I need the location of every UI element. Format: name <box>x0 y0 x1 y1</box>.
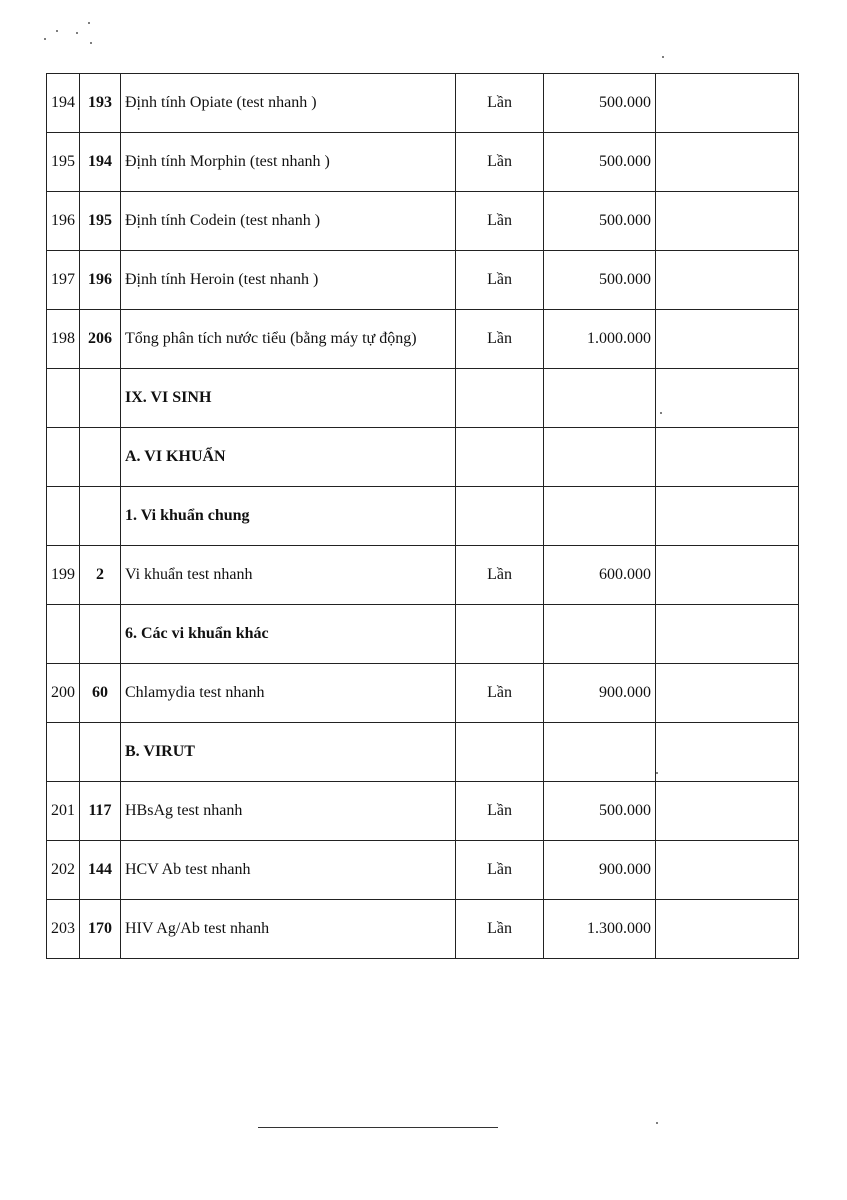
row-stt: 201 <box>47 782 80 841</box>
row-name: HIV Ag/Ab test nhanh <box>121 900 456 959</box>
row-note <box>656 251 799 310</box>
row-note <box>656 192 799 251</box>
table-row <box>47 192 799 251</box>
price-table-body <box>47 74 799 959</box>
row-unit: Lần <box>456 133 544 192</box>
row-name: B. VIRUT <box>121 723 456 782</box>
row-name: Vi khuẩn test nhanh <box>121 546 456 605</box>
row-name: HBsAg test nhanh <box>121 782 456 841</box>
row-name: Định tính Morphin (test nhanh ) <box>121 133 456 192</box>
row-price: 900.000 <box>544 841 656 900</box>
table-row <box>47 841 799 900</box>
row-stt <box>47 369 80 428</box>
row-stt <box>47 605 80 664</box>
row-note <box>656 605 799 664</box>
row-name: Định tính Codein (test nhanh ) <box>121 192 456 251</box>
row-name: Định tính Heroin (test nhanh ) <box>121 251 456 310</box>
table-row <box>47 251 799 310</box>
section-row <box>47 369 799 428</box>
table-row <box>47 782 799 841</box>
row-name: Định tính Opiate (test nhanh ) <box>121 74 456 133</box>
row-code: 60 <box>80 664 121 723</box>
row-name: HCV Ab test nhanh <box>121 841 456 900</box>
row-stt: 196 <box>47 192 80 251</box>
row-unit: Lần <box>456 310 544 369</box>
row-name: Tổng phân tích nước tiểu (bằng máy tự động) <box>121 310 456 369</box>
price-table <box>46 73 799 959</box>
row-price: 500.000 <box>544 192 656 251</box>
row-stt: 195 <box>47 133 80 192</box>
row-price: 600.000 <box>544 546 656 605</box>
row-price: 500.000 <box>544 133 656 192</box>
row-note <box>656 900 799 959</box>
row-price: 1.000.000 <box>544 310 656 369</box>
row-note <box>656 782 799 841</box>
row-note <box>656 664 799 723</box>
row-code: 195 <box>80 192 121 251</box>
row-unit <box>456 487 544 546</box>
row-price: 500.000 <box>544 74 656 133</box>
row-note <box>656 841 799 900</box>
row-stt: 199 <box>47 546 80 605</box>
row-note <box>656 546 799 605</box>
row-stt: 194 <box>47 74 80 133</box>
row-code: 117 <box>80 782 121 841</box>
row-unit <box>456 605 544 664</box>
table-row <box>47 310 799 369</box>
table-row <box>47 133 799 192</box>
section-row <box>47 487 799 546</box>
row-unit: Lần <box>456 900 544 959</box>
row-stt: 200 <box>47 664 80 723</box>
row-unit <box>456 369 544 428</box>
row-stt <box>47 428 80 487</box>
section-row <box>47 605 799 664</box>
row-code <box>80 723 121 782</box>
row-name: 6. Các vi khuẩn khác <box>121 605 456 664</box>
row-unit <box>456 723 544 782</box>
row-code: 170 <box>80 900 121 959</box>
row-price <box>544 369 656 428</box>
row-code <box>80 428 121 487</box>
row-code <box>80 369 121 428</box>
row-stt: 197 <box>47 251 80 310</box>
row-note <box>656 133 799 192</box>
row-unit: Lần <box>456 74 544 133</box>
row-note <box>656 369 799 428</box>
row-name: IX. VI SINH <box>121 369 456 428</box>
row-stt: 198 <box>47 310 80 369</box>
row-note <box>656 428 799 487</box>
table-row <box>47 664 799 723</box>
row-stt: 202 <box>47 841 80 900</box>
row-stt <box>47 723 80 782</box>
row-price: 1.300.000 <box>544 900 656 959</box>
row-note <box>656 74 799 133</box>
section-row <box>47 723 799 782</box>
row-unit: Lần <box>456 841 544 900</box>
row-code: 2 <box>80 546 121 605</box>
row-stt: 203 <box>47 900 80 959</box>
row-code: 144 <box>80 841 121 900</box>
row-code: 194 <box>80 133 121 192</box>
row-price <box>544 487 656 546</box>
row-price: 900.000 <box>544 664 656 723</box>
table-row <box>47 900 799 959</box>
row-unit <box>456 428 544 487</box>
table-row <box>47 74 799 133</box>
row-price <box>544 428 656 487</box>
row-unit: Lần <box>456 546 544 605</box>
bottom-rule <box>258 1127 498 1128</box>
row-name: 1. Vi khuẩn chung <box>121 487 456 546</box>
row-code <box>80 487 121 546</box>
row-code: 193 <box>80 74 121 133</box>
table-row <box>47 546 799 605</box>
row-code: 206 <box>80 310 121 369</box>
row-price: 500.000 <box>544 251 656 310</box>
row-unit: Lần <box>456 664 544 723</box>
row-code: 196 <box>80 251 121 310</box>
row-note <box>656 487 799 546</box>
row-stt <box>47 487 80 546</box>
row-note <box>656 723 799 782</box>
row-price <box>544 723 656 782</box>
row-unit: Lần <box>456 251 544 310</box>
row-unit: Lần <box>456 192 544 251</box>
row-note <box>656 310 799 369</box>
row-name: A. VI KHUẨN <box>121 428 456 487</box>
section-row <box>47 428 799 487</box>
row-price: 500.000 <box>544 782 656 841</box>
row-name: Chlamydia test nhanh <box>121 664 456 723</box>
row-price <box>544 605 656 664</box>
row-code <box>80 605 121 664</box>
row-unit: Lần <box>456 782 544 841</box>
